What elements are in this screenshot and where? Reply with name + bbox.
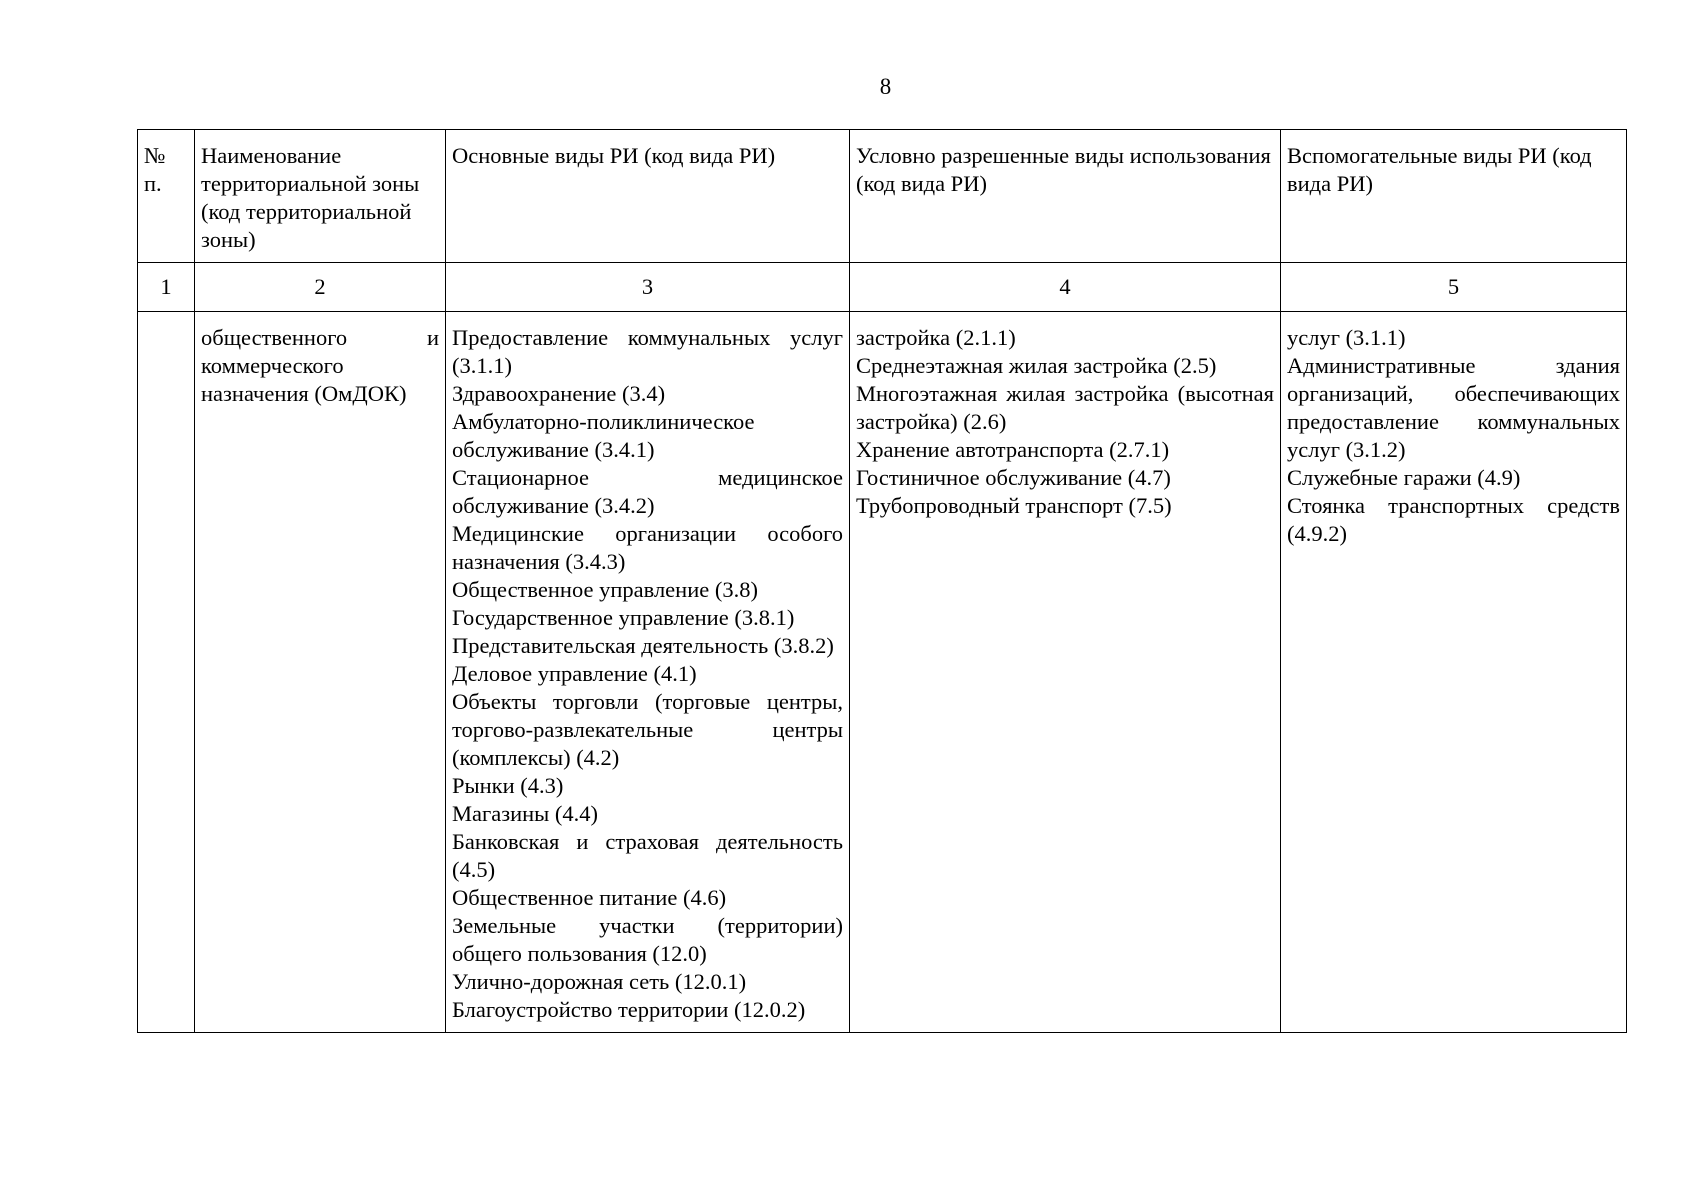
column-number-2: 2 [195, 263, 446, 312]
header-cell-conditional-uses: Условно разрешенные виды использования (код вида РИ) [850, 130, 1281, 263]
main-use-item: Благоустройство территории (12.0.2) [452, 997, 806, 1022]
column-number-4: 4 [850, 263, 1281, 312]
table-header-row [138, 130, 1627, 263]
main-use-item: Предоставление коммунальных услуг (3.1.1) [452, 325, 843, 378]
header-cell-number: № п. [138, 130, 195, 263]
auxiliary-uses-cell [1281, 312, 1627, 1033]
zones-table [137, 129, 1627, 1033]
main-use-item: Представительская деятельность (3.8.2) [452, 633, 834, 658]
conditional-uses-cell [850, 312, 1281, 1033]
main-use-item: Медицинские организации особого назначения (3.4.3) [452, 521, 843, 574]
main-use-item: Магазины (4.4) [452, 801, 599, 826]
auxiliary-use-item: услуг (3.1.1) [1287, 325, 1406, 350]
main-use-item: Земельные участки (территории) общего пользования (12.0) [452, 913, 843, 966]
zone-name-cell: общественного и коммерческого назначения (ОмДОК) [195, 312, 446, 1033]
column-number-5: 5 [1281, 263, 1627, 312]
page-number: 8 [879, 74, 892, 99]
conditional-use-item: Среднеэтажная жилая застройка (2.5) [856, 353, 1217, 378]
main-use-item: Общественное питание (4.6) [452, 885, 727, 910]
auxiliary-use-item: Служебные гаражи (4.9) [1287, 465, 1521, 490]
main-use-item: Улично-дорожная сеть (12.0.1) [452, 969, 747, 994]
auxiliary-use-item: Административные здания организаций, обеспечивающих предоставление коммунальных услуг (3.1.2) [1287, 353, 1620, 462]
conditional-use-item: застройка (2.1.1) [856, 325, 1016, 350]
column-number-row [138, 263, 1627, 312]
row-number-cell [138, 312, 195, 1033]
conditional-use-item: Многоэтажная жилая застройка (высотная застройка) (2.6) [856, 381, 1274, 434]
main-use-item: Общественное управление (3.8) [452, 577, 758, 602]
header-cell-zone-name: Наименование территориальной зоны (код территориальной зоны) [195, 130, 446, 263]
header-cell-auxiliary-uses: Вспомогательные виды РИ (код вида РИ) [1281, 130, 1627, 263]
main-use-item: Объекты торговли (торговые центры, торгово-развлекательные центры (комплексы) (4.2) [452, 689, 843, 770]
header-cell-main-uses: Основные виды РИ (код вида РИ) [446, 130, 850, 263]
conditional-use-item: Хранение автотранспорта (2.7.1) [856, 437, 1170, 462]
main-use-item: Рынки (4.3) [452, 773, 564, 798]
main-use-item: Банковская и страховая деятельность (4.5) [452, 829, 843, 882]
column-number-1: 1 [138, 263, 195, 312]
main-uses-cell [446, 312, 850, 1033]
main-use-item: Деловое управление (4.1) [452, 661, 697, 686]
main-use-item: Стационарное медицинское обслуживание (3.4.2) [452, 465, 843, 518]
main-use-item: Амбулаторно-поликлиническое обслуживание (3.4.1) [452, 409, 755, 462]
column-number-3: 3 [446, 263, 850, 312]
conditional-use-item: Трубопроводный транспорт (7.5) [856, 493, 1172, 518]
table-row [138, 312, 1627, 1033]
main-use-item: Государственное управление (3.8.1) [452, 605, 795, 630]
conditional-use-item: Гостиничное обслуживание (4.7) [856, 465, 1171, 490]
auxiliary-use-item: Стоянка транспортных средств (4.9.2) [1287, 493, 1620, 546]
main-use-item: Здравоохранение (3.4) [452, 381, 666, 406]
